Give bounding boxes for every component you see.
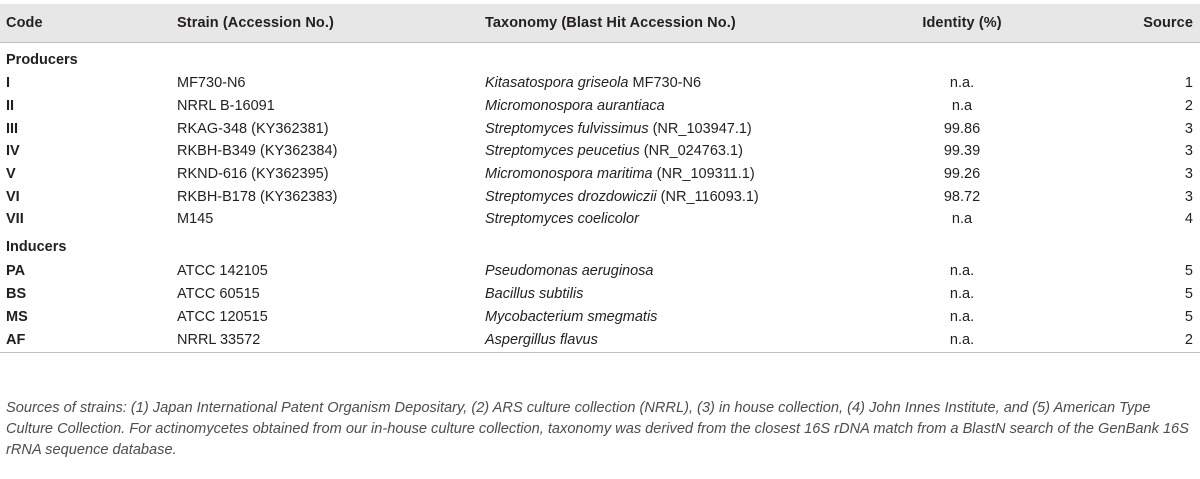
species-name: Streptomyces drozdowiczii — [485, 188, 657, 205]
header-identity: Identity (%) — [862, 4, 1062, 43]
cell-code: VI — [6, 188, 20, 205]
species-name: Kitasatospora griseola — [485, 75, 629, 92]
table-row — [0, 283, 1200, 306]
cell-source: 5 — [1184, 285, 1193, 302]
blast-accession: (NR_109311.1) — [652, 166, 755, 183]
cell-strain: ATCC 142105 — [177, 263, 268, 280]
species-name: Streptomyces coelicolor — [485, 211, 639, 228]
table-row — [0, 117, 1200, 140]
cell-identity: 99.39 — [943, 143, 981, 160]
cell-source: 5 — [1184, 263, 1193, 280]
cell-strain: MF730-N6 — [177, 75, 246, 92]
cell-identity: n.a — [951, 98, 973, 115]
cell-identity: 99.26 — [943, 166, 981, 183]
table-body — [0, 43, 1200, 353]
cell-strain: RKND-616 (KY362395) — [177, 166, 329, 183]
cell-identity: n.a — [951, 211, 973, 228]
cell-taxonomy — [485, 117, 862, 140]
cell-taxonomy — [485, 185, 862, 208]
header-row — [0, 4, 1200, 43]
species-name: Micromonospora maritima — [485, 166, 653, 183]
cell-source: 3 — [1184, 188, 1193, 205]
table-row — [0, 163, 1200, 186]
cell-identity: 99.86 — [943, 120, 981, 137]
cell-code: III — [6, 120, 19, 137]
cell-identity: n.a. — [949, 263, 975, 280]
cell-identity: 98.72 — [943, 188, 981, 205]
header-strain: Strain (Accession No.) — [177, 4, 485, 43]
species-name: Bacillus subtilis — [485, 285, 584, 302]
species-name: Micromonospora aurantiaca — [485, 98, 665, 115]
table-row — [0, 140, 1200, 163]
cell-strain: ATCC 60515 — [177, 285, 260, 302]
cell-identity: n.a. — [949, 285, 975, 302]
group-label: Inducers — [6, 239, 67, 256]
header-source: Source — [1062, 4, 1200, 43]
cell-strain: NRRL 33572 — [177, 328, 485, 353]
cell-taxonomy — [485, 283, 862, 306]
group-header-row — [0, 43, 1200, 73]
cell-identity: n.a. — [862, 328, 1062, 353]
cell-code: MS — [6, 308, 28, 325]
cell-identity: n.a. — [949, 75, 975, 92]
table-row — [0, 185, 1200, 208]
cell-source: 3 — [1184, 120, 1193, 137]
group-label: Producers — [6, 51, 78, 68]
cell-taxonomy — [485, 328, 862, 353]
blast-accession: (NR_116093.1) — [656, 188, 759, 205]
cell-code: AF — [0, 328, 177, 353]
table-row — [0, 95, 1200, 118]
table-row — [0, 72, 1200, 95]
strains-table — [0, 4, 1200, 353]
cell-taxonomy — [485, 305, 862, 328]
cell-code: V — [6, 166, 16, 183]
blast-accession: MF730-N6 — [628, 75, 702, 92]
cell-strain: ATCC 120515 — [177, 308, 268, 325]
cell-identity: n.a. — [949, 308, 975, 325]
header-taxonomy: Taxonomy (Blast Hit Accession No.) — [485, 4, 862, 43]
table-row — [0, 305, 1200, 328]
cell-source: 4 — [1184, 211, 1193, 228]
species-name: Aspergillus flavus — [485, 331, 598, 348]
cell-taxonomy — [485, 140, 862, 163]
cell-code: IV — [6, 143, 20, 160]
blast-accession: (NR_024763.1) — [639, 143, 743, 160]
cell-strain: NRRL B-16091 — [177, 98, 275, 115]
cell-code: VII — [6, 211, 24, 228]
cell-strain: RKBH-B178 (KY362383) — [177, 188, 338, 205]
header-code: Code — [0, 4, 177, 43]
species-name: Streptomyces fulvissimus — [485, 120, 649, 137]
cell-code: I — [6, 75, 11, 92]
cell-source: 3 — [1184, 166, 1193, 183]
cell-taxonomy — [485, 208, 862, 231]
species-name: Streptomyces peucetius — [485, 143, 640, 160]
cell-strain: RKAG-348 (KY362381) — [177, 120, 329, 137]
species-name: Pseudomonas aeruginosa — [485, 263, 654, 280]
cell-code: BS — [6, 285, 27, 302]
cell-source: 2 — [1184, 98, 1193, 115]
table-row — [0, 328, 1200, 353]
cell-taxonomy — [485, 95, 862, 118]
cell-source: 3 — [1184, 143, 1193, 160]
table-row — [0, 208, 1200, 231]
cell-taxonomy — [485, 163, 862, 186]
cell-source: 5 — [1184, 308, 1193, 325]
cell-taxonomy — [485, 72, 862, 95]
cell-code: II — [6, 98, 15, 115]
table-row — [0, 260, 1200, 283]
cell-taxonomy — [485, 260, 862, 283]
cell-code: PA — [6, 263, 26, 280]
cell-source: 2 — [1062, 328, 1200, 353]
cell-source: 1 — [1184, 75, 1193, 92]
cell-strain: RKBH-B349 (KY362384) — [177, 143, 338, 160]
blast-accession: (NR_103947.1) — [648, 120, 752, 137]
cell-strain: M145 — [177, 211, 214, 228]
table-footnote: Sources of strains: (1) Japan International Patent Organism Depositary, (2) ARS culture collection (NRRL), (3) in house collection, (4) John Innes Institute, and (5) American Type Culture Collection. For actinomycetes obtained from our in-house culture collection, taxonomy was derived from the closest 16S rDNA match from a BlastN search of the GenBank 16S rRNA sequence database. — [6, 400, 1189, 458]
species-name: Mycobacterium smegmatis — [485, 308, 658, 325]
group-header-row — [0, 231, 1200, 260]
